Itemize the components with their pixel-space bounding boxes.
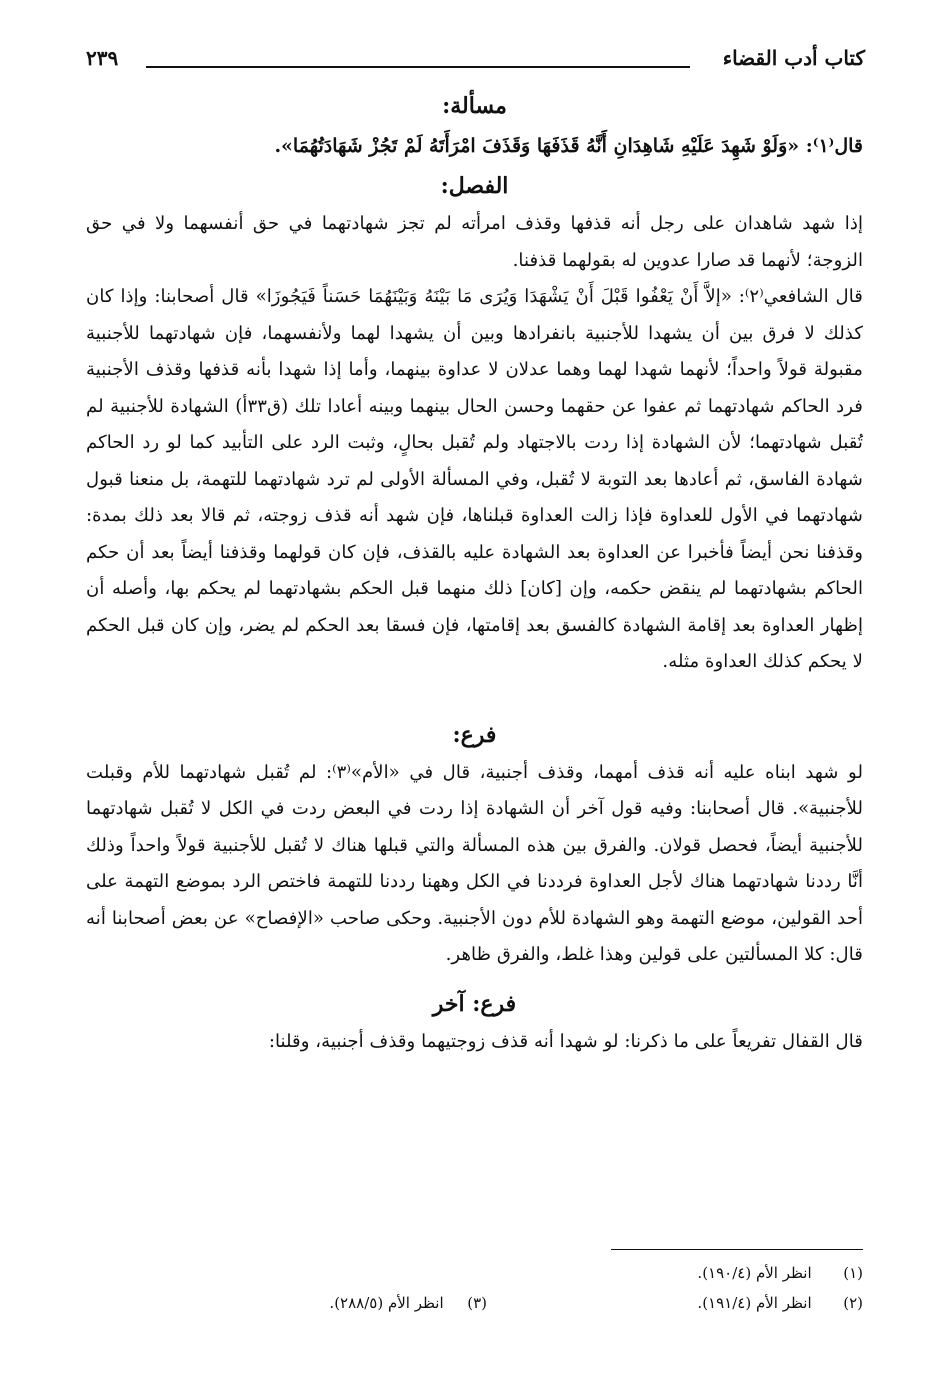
footnote-2 <box>697 1294 863 1312</box>
paragraph: قال الشافعي⁽٢⁾: «إلاَّ أَنْ يَعْفُوا قَبْلَ أَنْ يَشْهَدَا وَيُرَى مَا بَيْنَهُ وَبَيْنَهُمَا حَسَناً فَيَجُوزَا» قال أصحابنا: وإذا كان كذلك لا فرق بين أن يشهدا للأجنبية بانفرادها وبين أن يشهدا لهما ولأنفسهما، فإن شهادتهما للأجنبية مقبولة قولاً واحداً؛ لأنهما شهدا لهما وهما عدلان لا عداوة بينهما، وأما إذا شهدا بأنه قذفها وقذف الأجنبية فرد الحاكم شهادتهما ثم عفوا عن حقهما وحسن الحال بينهما وبينه أعادا تلك (ق٣٣أ) الشهادة للأجنبية لم تُقبل شهادتهما؛ لأن الشهادة إذا ردت بالاجتهاد ولم تُقبل بحالٍ، وثبت الرد على التأبيد كما لو رد الحاكم شهادة الفاسق، ثم أعادها بعد التوبة لا تُقبل، وفي المسألة الأولى لم ترد شهادتهما للتهمة، بل منعنا قبول شهادتهما في الأول للعداوة فإذا زالت العداوة قبلناها، فإن شهد أنه قذف زوجته، ثم قالا بعد ذلك بمدة: وقذفنا نحن أيضاً فأخبرا عن العداوة بعد الشهادة عليه بالقذف، فإن كان قولهما وقذفنا أيضاً بعد أن حكم الحاكم بشهادتهما لم ينقض حكمه، وإن [كان] ذلك منهما قبل الحكم بشهادتهما لم يحكم بها، وأصله أن إظهار العداوة بعد إقامة الشهادة كالفسق بعد إقامتها، فإن فسقا بعد الحكم لم يضر، وإن كان قبل الحكم لا يحكم كذلك العداوة مثله. <box>86 286 863 672</box>
header-title: كتاب أدب القضاء <box>722 46 865 70</box>
paragraph: قال القفال تفريعاً على ما ذكرنا: لو شهدا أنه قذف زوجتيهما وقذف أجنبية، وقلنا: <box>268 1030 863 1052</box>
footnote-number: (٣) <box>467 1294 487 1312</box>
branch-heading: فرع: <box>452 721 497 748</box>
page-number: ٢٣٩ <box>86 46 119 70</box>
main-text <box>86 86 863 1060</box>
footnote-number: (٢) <box>843 1294 863 1312</box>
issue-heading: مسألة: <box>442 93 507 119</box>
footnote-text: انظر الأم (١٩٠/٤). <box>697 1264 812 1282</box>
branch-heading-2: فرع: آخر <box>432 990 517 1017</box>
spacer <box>86 681 863 715</box>
chapter-heading: الفصل: <box>440 173 509 199</box>
paragraph: إذا شهد شاهدان على رجل أنه قذفها وقذف امرأته لم تجز شهادتهما في حق أنفسهما ولا في حق الزوجة؛ لأنهما قد صارا عدوين له بقولهما قذفنا. <box>86 213 863 271</box>
footnote-1 <box>697 1264 863 1282</box>
issue-statement: قال⁽١⁾: «وَلَوْ شَهِدَ عَلَيْهِ شَاهِدَانِ أَنَّهُ قَذَفَهَا وَقَذَفَ امْرَأَتَهُ لَمْ تَجُزْ شَهَادَتُهُمَا». <box>274 135 863 157</box>
header-rule <box>146 66 690 68</box>
footnote-text: انظر الأم (٢٨٨/٥). <box>329 1294 444 1312</box>
footnote-rule <box>611 1249 863 1250</box>
paragraph: لو شهد ابناه عليه أنه قذف أمهما، وقذف أجنبية، قال في «الأم»⁽٣⁾: لم تُقبل شهادتهما للأم وقبلت للأجنبية». قال أصحابنا: وفيه قول آخر أن الشهادة إذا ردت في البعض ردت في الكل لا تُقبل شهادتهما للأجنبية أيضاً، فحصل قولان. والفرق بين هذه المسألة والتي قبلها هناك لا تُقبل للأجنبية قولاً واحداً وذلك أنَّا رددنا شهادتهما هناك لأجل العداوة فرددنا في الكل وههنا رددنا للتهمة فاختص الرد بموضع التهمة على أحد القولين، موضع التهمة وهو الشهادة للأم دون الأجنبية. وحكى صاحب «الإفصاح» عن بعض أصحابنا أنه قال: كلا المسألتين على قولين وهذا غلط، والفرق ظاهر. <box>86 761 863 965</box>
footnote-3 <box>329 1294 487 1312</box>
footnote-text: انظر الأم (١٩١/٤). <box>697 1294 812 1312</box>
spacer <box>86 974 863 984</box>
running-header <box>86 44 865 80</box>
footnote-number: (١) <box>843 1264 863 1282</box>
